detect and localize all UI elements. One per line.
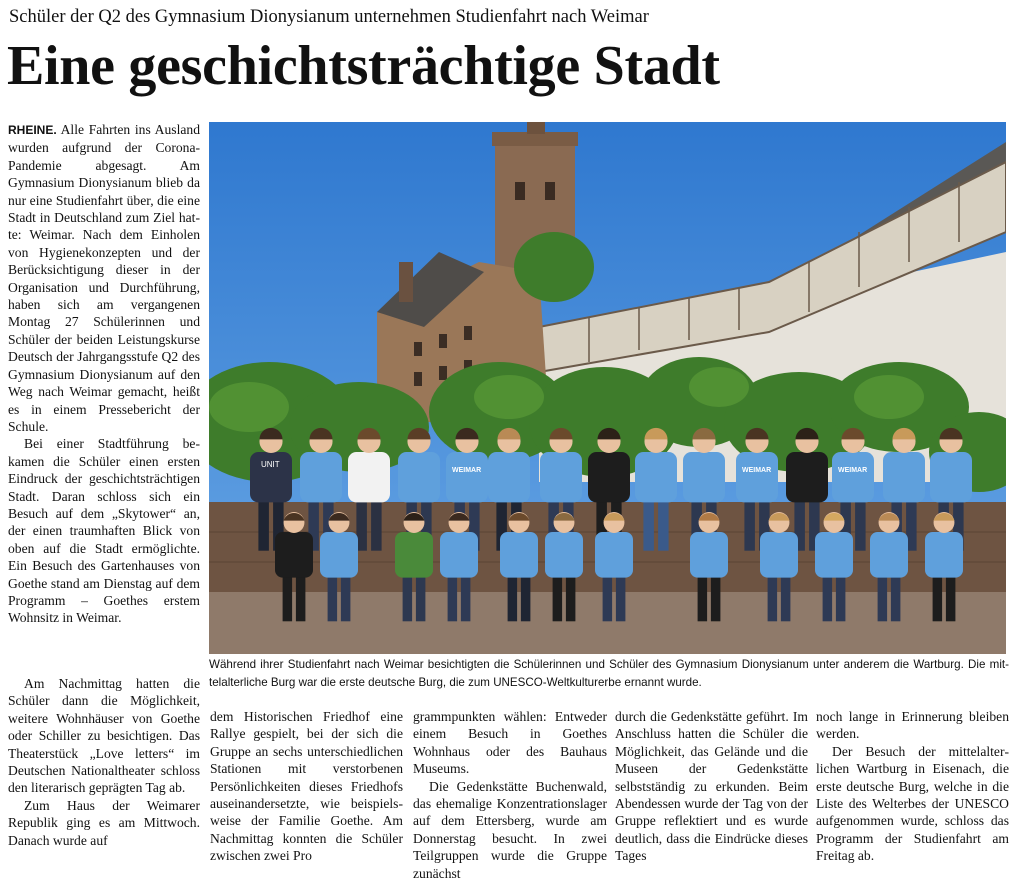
article-photo [209, 122, 1006, 654]
article-column-5 [816, 708, 1009, 865]
article-paragraph: dem Historischen Friedhof eine Rallye gespielt, bei der sich die Gruppe an sechs unterschiedlichen Stationen mit verstorbenen Persönlichkeiten dieses Friedhofs auseinandersetzte, wie beispielsweise der Familie Goethe. Am Nachmittag konnten die Schüler zwischen zwei Pro [210, 709, 403, 864]
article-paragraph: Am Nachmittag hatten die Schüler dann die Möglichkeit, weitere Wohnhäuser von Goethe oder Schiller zu besichtigen. Das Theaterstück „Love letters“ im Deutschen Nationaltheater schloss den literarisch geprägten Tag ab. [8, 676, 200, 796]
article-paragraph: Der Besuch der mittelalterlichen Wartburg in Eisenach, die erste deutsche Burg, welche in die Liste des Welterbes der UNESCO aufgenommen wurde, schloss das Programm der Studienfahrt am Freitag ab. [816, 743, 1009, 864]
article-paragraph: Die Gedenkstätte Buchenwald, das ehemalige Konzentrationslager auf dem Ettersberg, wurde am Donnerstag besucht. In zwei Teilgruppen wurde die Gruppe zunächst [413, 778, 607, 881]
article-column-2 [210, 708, 403, 865]
article-paragraph: durch die Gedenkstätte geführt. Im Anschluss hatten die Schüler die Möglichkeit, das Gelände und die Museen der Gedenkstätte selbstständig zu erkunden. Beim Abendessen wurde der Tag von der Gruppe reflektiert und es wurde deutlich, dass die Eindrücke dieses Tages [615, 709, 808, 864]
shirt-print: UNIT [261, 460, 280, 469]
article-headline: Eine geschichtsträchtige Stadt [7, 35, 720, 97]
article-column-1-lower [8, 675, 200, 849]
shirt-print: WEIMAR [838, 467, 868, 474]
shirt-print: WEIMAR [452, 467, 482, 474]
article-paragraph: Zum Haus der Weimarer Republik ging es am Mittwoch. Danach wurde auf [8, 797, 200, 848]
article-paragraph: noch lange in Erinnerung bleiben werden. [816, 709, 1009, 742]
article-column-3 [413, 708, 607, 882]
article-column-4 [615, 708, 808, 865]
article-column-1 [8, 121, 200, 627]
wartburg-group-photo [209, 122, 1006, 654]
photo-caption: Während ihrer Studienfahrt nach Weimar besichtigten die Schülerinnen und Schüler des Gymnasium Dionysianum unter anderem die Wartburg. Die mittelalterliche Burg war die erste deutsche Burg, die zum UNESCO-Weltkulturerbe ernannt wurde. [209, 658, 1009, 689]
article-paragraph: Bei einer Stadtführung bekamen die Schüler einen ersten Eindruck der geschichtsträchtigen Stadt. Daran schloss sich ein Besuch auf dem „Skytower“ an, der einen traumhaften Blick von oben auf die Stadt ermöglichte. Ein Besuch des Gartenhauses von Goethe stand am Dienstag auf dem Programm – Goethes erstem Wohnsitz in Weimar. [8, 436, 200, 626]
article-kicker: Schüler der Q2 des Gymnasium Dionysianum unternehmen Studienfahrt nach Weimar [9, 7, 649, 27]
shirt-print: WEIMAR [742, 467, 772, 474]
dateline: RHEINE. [8, 123, 57, 137]
paragraph-text: Alle Fahrten ins Ausland wurden aufgrund der Corona-Pandemie abgesagt. Am Gymnasium Dionysianum blieb da nur eine Studienfahrt über, die eine Stadt in Deutschland zum Ziel hatte: Weimar. Nach dem Einholen von Hygienekonzepten und der Berücksichtigung dieser in der Organisation und Durchführung, haben sich am vergangenen Montag 27 Schülerinnen und Schüler der beiden Leistungskurse Deutsch der Jahrgangsstufe Q2 des Gymnasium Dionysianum auf den Weg nach Weimar gemacht, heißt es in einem Pressebericht der Schule. [8, 122, 200, 434]
article-paragraph: grammpunkten wählen: Entweder einem Besuch in Goethes Wohnhaus oder des Bauhaus Museums. [413, 709, 607, 777]
article-paragraph [8, 121, 200, 435]
